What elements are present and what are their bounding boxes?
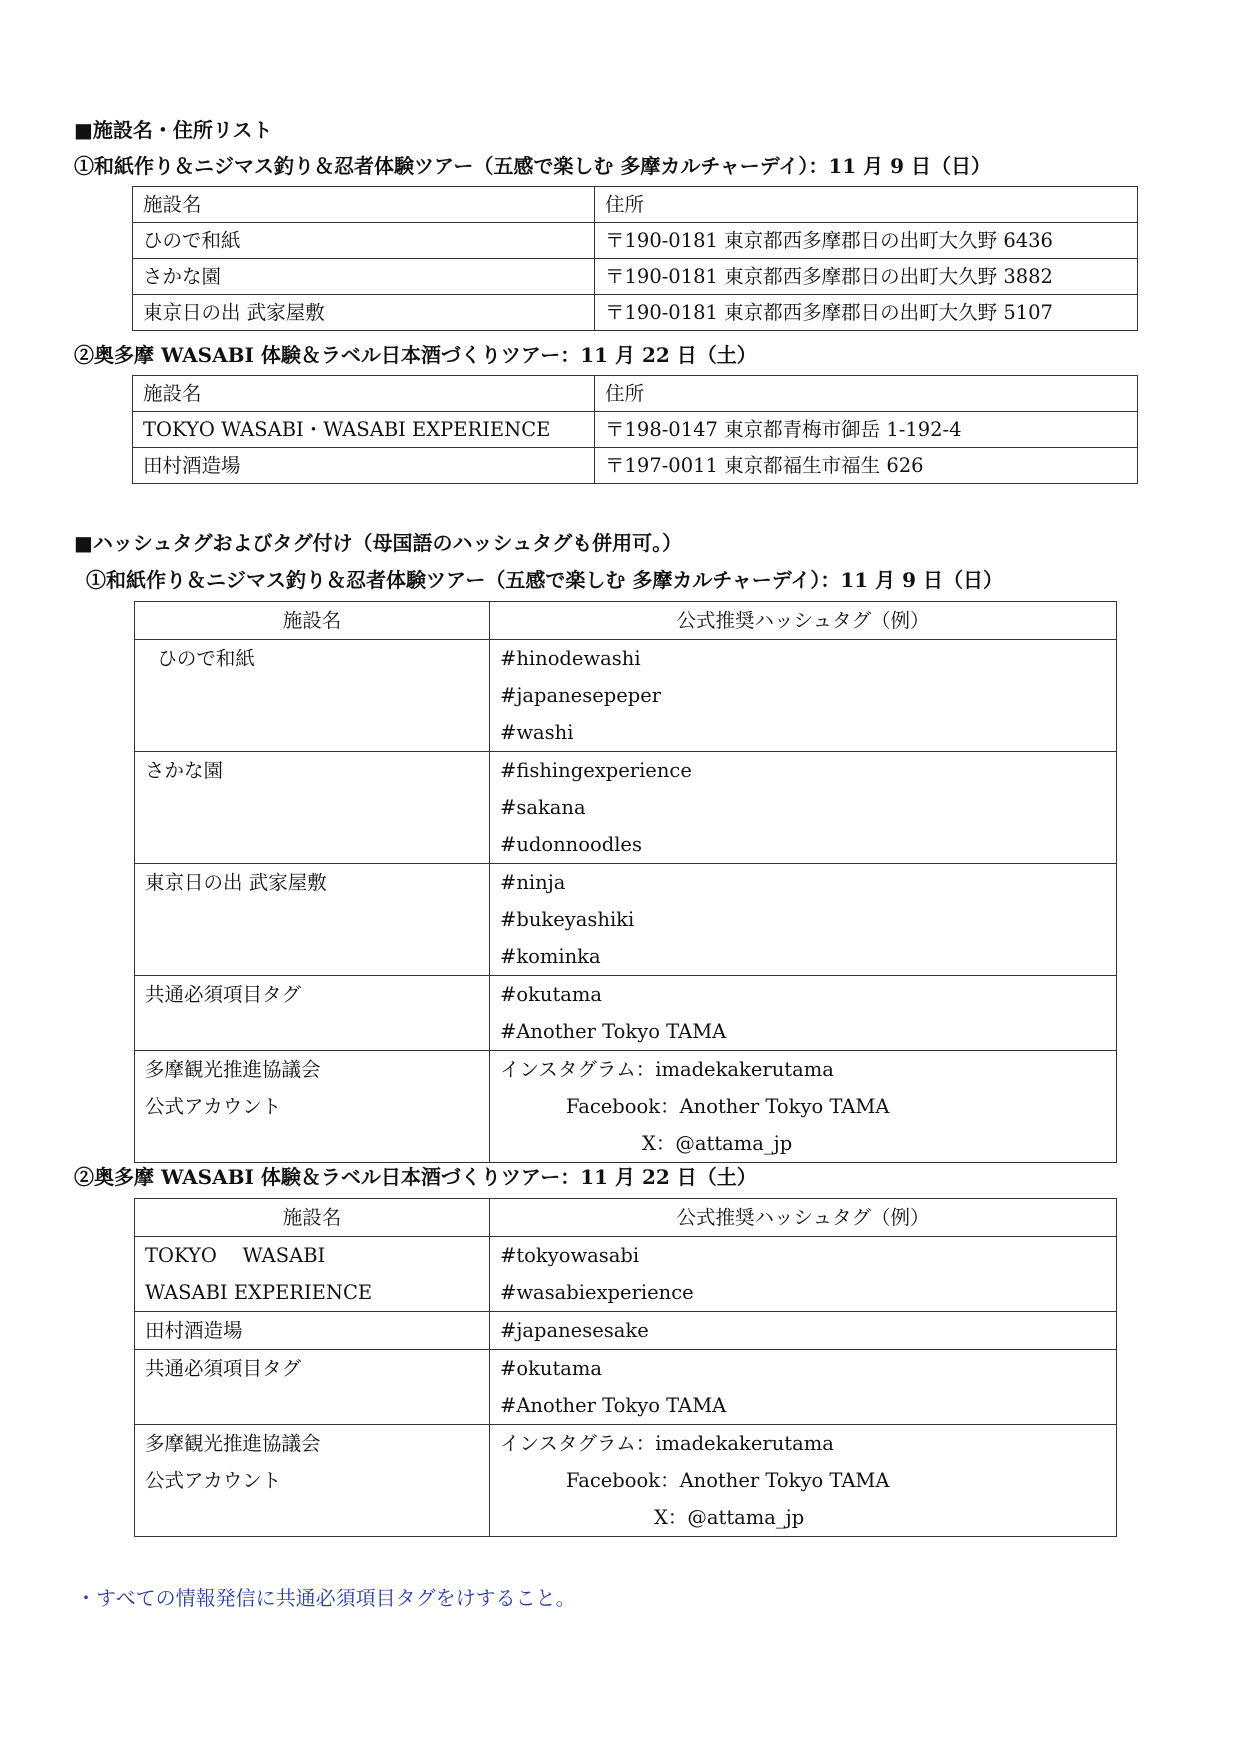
table-row	[135, 864, 1117, 976]
table-row	[135, 1051, 1117, 1163]
header-hashtags: 公式推奨ハッシュタグ（例）	[490, 602, 1117, 640]
hashtag: #udonnoodles	[500, 833, 642, 856]
table-row	[135, 1312, 1117, 1350]
facility-name: 東京日の出 武家屋敷	[133, 295, 595, 331]
facility-name-cell	[135, 864, 490, 976]
hashtag-cell	[490, 752, 1117, 864]
table-row	[135, 640, 1117, 752]
header-facility: 施設名	[135, 602, 490, 640]
header-hashtags: 公式推奨ハッシュタグ（例）	[490, 1199, 1117, 1237]
facility-name: 田村酒造場	[145, 1319, 243, 1342]
facility-name: TOKYO WASABI・WASABI EXPERIENCE	[133, 412, 595, 448]
x-account: X：@attama_jp	[654, 1506, 805, 1529]
facility-name: WASABI EXPERIENCE	[145, 1281, 373, 1304]
header-address: 住所	[595, 376, 1138, 412]
table-row	[135, 976, 1117, 1051]
x-account: X：@attama_jp	[642, 1132, 793, 1155]
hashtag: #japanesesake	[500, 1319, 649, 1342]
hashtag-cell	[490, 976, 1117, 1051]
tour2-hashtag-heading: ②奥多摩 WASABI 体験＆ラベル日本酒づくりツアー：11 月 22 日（土）	[74, 1165, 757, 1189]
hashtag: #wasabiexperience	[500, 1281, 694, 1304]
table-header-row	[135, 602, 1117, 640]
facility-name-cell	[135, 976, 490, 1051]
facility-name-cell	[135, 752, 490, 864]
table-header-row	[133, 376, 1138, 412]
table-row	[133, 223, 1138, 259]
footer-note: ・すべての情報発信に共通必須項目タグをけすること。	[76, 1586, 576, 1610]
facility-address: 〒197-0011 東京都福生市福生 626	[595, 448, 1138, 484]
tour2-address-table	[132, 375, 1138, 484]
hashtag: #fishingexperience	[500, 759, 692, 782]
facility-name: 多摩観光推進協議会	[145, 1432, 321, 1455]
facility-name-cell	[135, 1237, 490, 1312]
hashtag: #okutama	[500, 1357, 603, 1380]
facility-name: ひので和紙	[145, 647, 255, 670]
facility-name-cell	[135, 1051, 490, 1163]
hashtag-cell	[490, 1312, 1117, 1350]
table-row	[133, 448, 1138, 484]
facility-name-cell	[135, 1312, 490, 1350]
tour1-hashtag-table	[134, 601, 1117, 1163]
account-cell	[490, 1051, 1117, 1163]
facility-name: 田村酒造場	[133, 448, 595, 484]
hashtag-cell	[490, 1237, 1117, 1312]
facility-name: 公式アカウント	[145, 1469, 282, 1492]
hashtag: #japanesepeper	[500, 684, 662, 707]
facility-name: 共通必須項目タグ	[145, 1357, 302, 1380]
facebook-account: Facebook：Another Tokyo TAMA	[566, 1095, 890, 1118]
table-row	[135, 1350, 1117, 1425]
hashtag: #okutama	[500, 983, 603, 1006]
header-address: 住所	[595, 187, 1138, 223]
facility-address: 〒198-0147 東京都青梅市御岳 1-192-4	[595, 412, 1138, 448]
facility-name: 多摩観光推進協議会	[145, 1058, 321, 1081]
hashtag-cell	[490, 640, 1117, 752]
tour2-heading: ②奥多摩 WASABI 体験＆ラベル日本酒づくりツアー：11 月 22 日（土）	[74, 343, 757, 367]
facility-name-cell	[135, 640, 490, 752]
hashtag: #ninja	[500, 871, 566, 894]
hashtag: #Another Tokyo TAMA	[500, 1020, 727, 1043]
instagram-account: インスタグラム：imadekakerutama	[500, 1432, 834, 1455]
hashtag: #sakana	[500, 796, 586, 819]
facility-name-cell	[135, 1350, 490, 1425]
table-row	[133, 295, 1138, 331]
table-row	[135, 1237, 1117, 1312]
facility-name: 東京日の出 武家屋敷	[145, 871, 327, 894]
header-facility: 施設名	[133, 187, 595, 223]
facility-name: 共通必須項目タグ	[145, 983, 302, 1006]
facebook-account: Facebook：Another Tokyo TAMA	[566, 1469, 890, 1492]
table-row	[135, 752, 1117, 864]
section-title-hashtags: ■ハッシュタグおよびタグ付け（母国語のハッシュタグも併用可。）	[74, 531, 683, 555]
tour1-heading: ①和紙作り＆ニジマス釣り＆忍者体験ツアー（五感で楽しむ 多摩カルチャーデイ）：11 月 9 日（日）	[74, 154, 991, 178]
facility-address: 〒190-0181 東京都西多摩郡日の出町大久野 6436	[595, 223, 1138, 259]
hashtag: #Another Tokyo TAMA	[500, 1394, 727, 1417]
hashtag: #bukeyashiki	[500, 908, 635, 931]
table-header-row	[135, 1199, 1117, 1237]
table-row	[135, 1425, 1117, 1537]
tour2-hashtag-table	[134, 1198, 1117, 1537]
facility-name: さかな園	[133, 259, 595, 295]
facility-name: ひので和紙	[133, 223, 595, 259]
table-header-row	[133, 187, 1138, 223]
hashtag: #hinodewashi	[500, 647, 641, 670]
hashtag: #tokyowasabi	[500, 1244, 640, 1267]
tour1-hashtag-heading: ①和紙作り＆ニジマス釣り＆忍者体験ツアー（五感で楽しむ 多摩カルチャーデイ）：11 月 9 日（日）	[86, 568, 1003, 592]
hashtag-cell	[490, 1350, 1117, 1425]
hashtag: #kominka	[500, 945, 601, 968]
account-cell	[490, 1425, 1117, 1537]
facility-name: TOKYO WASABI	[145, 1244, 326, 1267]
table-row	[133, 259, 1138, 295]
hashtag-cell	[490, 864, 1117, 976]
header-facility: 施設名	[133, 376, 595, 412]
hashtag: #washi	[500, 721, 574, 744]
facility-name: さかな園	[145, 759, 224, 782]
facility-name-cell	[135, 1425, 490, 1537]
facility-name: 公式アカウント	[145, 1095, 282, 1118]
facility-address: 〒190-0181 東京都西多摩郡日の出町大久野 3882	[595, 259, 1138, 295]
tour1-address-table	[132, 186, 1138, 331]
section-title-facilities: ■施設名・住所リスト	[74, 118, 273, 142]
table-row	[133, 412, 1138, 448]
instagram-account: インスタグラム：imadekakerutama	[500, 1058, 834, 1081]
header-facility: 施設名	[135, 1199, 490, 1237]
facility-address: 〒190-0181 東京都西多摩郡日の出町大久野 5107	[595, 295, 1138, 331]
